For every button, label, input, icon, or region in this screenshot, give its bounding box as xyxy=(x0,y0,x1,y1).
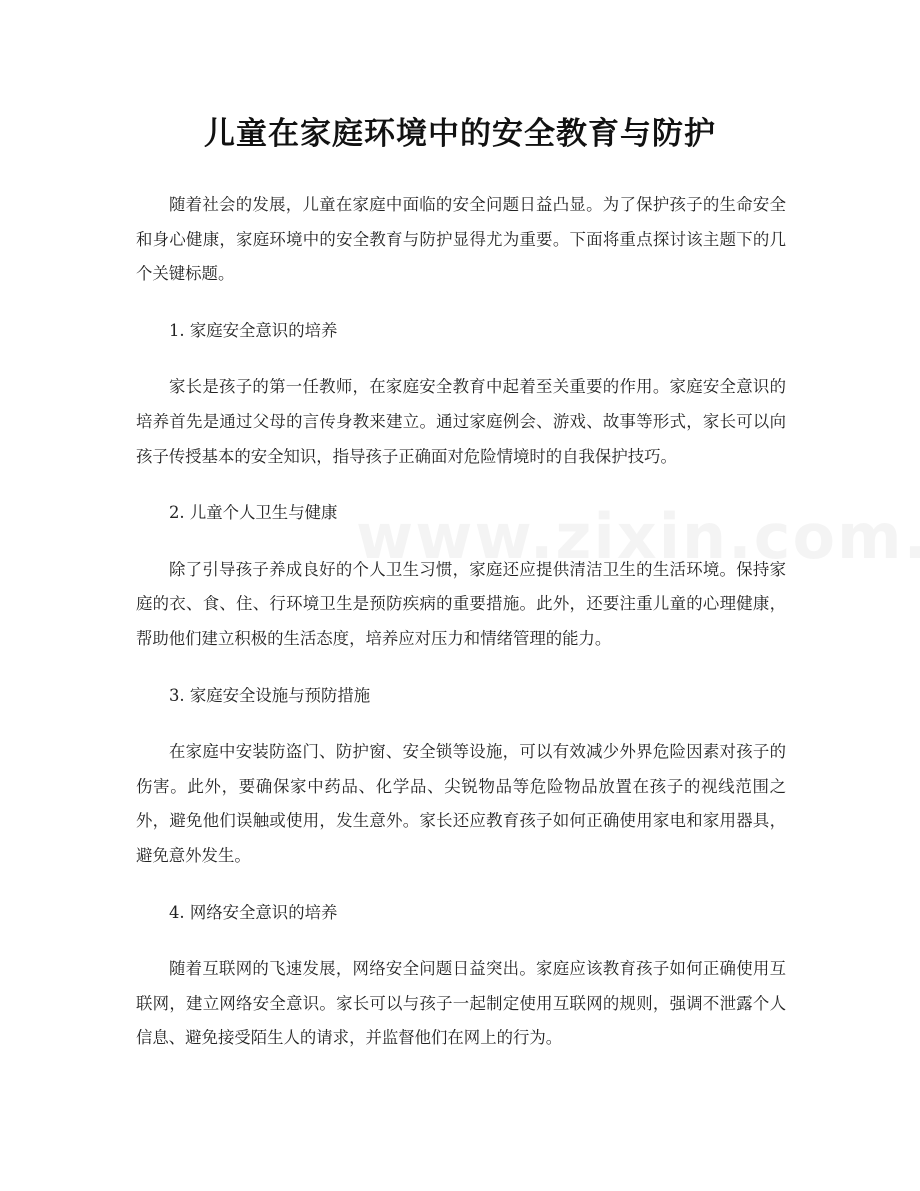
section-3-body: 在家庭中安装防盗门、防护窗、安全锁等设施，可以有效减少外界危险因素对孩子的伤害。此外，要确保家中药品、化学品、尖锐物品等危险物品放置在孩子的视线范围之外，避免他们误触或使用，发生意外。家长还应教育孩子如何正确使用家电和家用器具，避免意外发生。 xyxy=(136,742,786,865)
section-2-body: 除了引导孩子养成良好的个人卫生习惯，家庭还应提供清洁卫生的生活环境。保持家庭的衣、食、住、行环境卫生是预防疾病的重要措施。此外，还要注重儿童的心理健康，帮助他们建立积极的生活态度，培养应对压力和情绪管理的能力。 xyxy=(136,559,786,648)
document-body xyxy=(136,188,786,1078)
section-4-body: 随着互联网的飞速发展，网络安全问题日益突出。家庭应该教育孩子如何正确使用互联网，建立网络安全意识。家长可以与孩子一起制定使用互联网的规则，强调不泄露个人信息、避免接受陌生人的请求，并监督他们在网上的行为。 xyxy=(136,959,786,1048)
section-2-heading: 2. 儿童个人卫生与健康 xyxy=(169,503,338,523)
section-3-heading: 3. 家庭安全设施与预防措施 xyxy=(169,685,371,705)
section-4-heading: 4. 网络安全意识的培养 xyxy=(169,902,338,922)
section-1-heading: 1. 家庭安全意识的培养 xyxy=(169,320,338,340)
document-title: 儿童在家庭环境中的安全教育与防护 xyxy=(204,116,716,152)
section-1-body: 家长是孩子的第一任教师，在家庭安全教育中起着至关重要的作用。家庭安全意识的培养首先是通过父母的言传身教来建立。通过家庭例会、游戏、故事等形式，家长可以向孩子传授基本的安全知识，指导孩子正确面对危险情境时的自我保护技巧。 xyxy=(136,377,786,466)
intro-paragraph: 随着社会的发展，儿童在家庭中面临的安全问题日益凸显。为了保护孩子的生命安全和身心健康，家庭环境中的安全教育与防护显得尤为重要。下面将重点探讨该主题下的几个关键标题。 xyxy=(136,195,786,284)
